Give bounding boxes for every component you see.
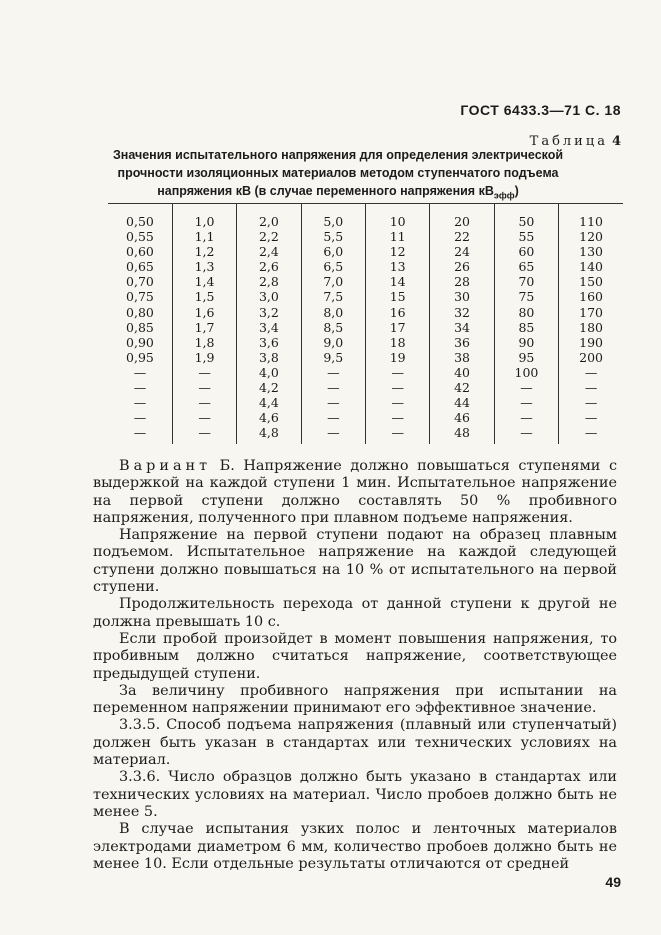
table-cell: 1,2 [172,244,236,259]
table-cell: 9,0 [301,335,365,350]
table-cell: 0,55 [108,229,172,244]
table-cell: 120 [559,229,623,244]
paragraph: Напряжение на первой ступени подают на образец плавным подъемом. Испытательное напряжение на каждой следующей ступени должно повышаться на 10 % от испытательного на первой ступени. [93,527,617,596]
table-cell: — [366,395,430,410]
table-cell: — [301,395,365,410]
table-cell: 3,6 [237,335,301,350]
table-cell: 3,8 [237,350,301,365]
table-cell: — [172,380,236,395]
table-caption-main: Значения испытательного напряжения для определения электрической прочности изоляционных материалов методом ступенчатого подъема напряжения кВ (в случае переменного напряжения кВ [112,148,564,198]
table-cell: — [494,380,558,395]
table-row [108,274,623,289]
table-cell: 55 [494,229,558,244]
table-cell: 60 [494,244,558,259]
table-cell: — [559,410,623,425]
table-cell: — [108,425,172,444]
table-cell: 140 [559,259,623,274]
table-cell: 19 [366,350,430,365]
table-cell: 50 [494,204,558,230]
body-text [93,458,617,873]
table-cell: — [559,380,623,395]
table-cell: 40 [430,365,494,380]
table-cell: — [301,410,365,425]
table-cell: — [366,365,430,380]
table-cell: 2,2 [237,229,301,244]
paragraph: 3.3.5. Способ подъема напряжения (плавный или ступенчатый) должен быть указан в стандартах или технических условиях на материал. [93,717,617,769]
table-cell: 30 [430,289,494,304]
table-cell: 110 [559,204,623,230]
table-cell: 1,8 [172,335,236,350]
table-cell: 5,0 [301,204,365,230]
table-row [108,350,623,365]
table-cell: — [559,395,623,410]
table-cell: 80 [494,305,558,320]
table-cell: 2,0 [237,204,301,230]
table-cell: — [366,425,430,444]
table-cell: 0,95 [108,350,172,365]
voltage-table-body [108,204,623,445]
paragraph: 3.3.6. Число образцов должно быть указано в стандартах или технических условиях на материал. Число пробоев должно быть не менее 5. [93,769,617,820]
table-cell: 42 [430,380,494,395]
table-cell: — [559,365,623,380]
table-cell: — [172,425,236,444]
voltage-table [108,203,623,444]
table-cell: — [494,395,558,410]
table-cell: 8,5 [301,320,365,335]
table-cell: — [172,365,236,380]
page-number: 49 [605,874,621,890]
table-row [108,320,623,335]
table-cell: — [172,395,236,410]
table-cell: 0,80 [108,305,172,320]
table-cell: 4,4 [237,395,301,410]
table-cell: — [301,380,365,395]
table-cell: 190 [559,335,623,350]
table-row [108,259,623,274]
table-cell: 16 [366,305,430,320]
table-cell: — [301,365,365,380]
table-row [108,335,623,350]
table-cell: 3,2 [237,305,301,320]
table-cell: 14 [366,274,430,289]
table-cell: 12 [366,244,430,259]
table-cell: 85 [494,320,558,335]
table-cell: 1,3 [172,259,236,274]
paragraph: Если пробой произойдет в момент повышения напряжения, то пробивным должно считаться напряжение, соответствующее предыдущей ступени. [93,630,617,682]
table-cell: 13 [366,259,430,274]
table-cell: 15 [366,289,430,304]
table-cell: 10 [366,204,430,230]
table-cell: 3,4 [237,320,301,335]
table-cell: 28 [430,274,494,289]
table-cell: 200 [559,350,623,365]
table-cell: 0,60 [108,244,172,259]
table-cell: 0,50 [108,204,172,230]
table-cell: 17 [366,320,430,335]
table-cell: 18 [366,335,430,350]
table-cell: 22 [430,229,494,244]
table-cell: 0,90 [108,335,172,350]
table-row [108,204,623,230]
table-cell: — [366,410,430,425]
table-row [108,425,623,444]
document-header: ГОСТ 6433.3—71 С. 18 [460,102,621,118]
table-label-word: Таблица [529,134,608,149]
table-cell: 6,0 [301,244,365,259]
paragraph: За величину пробивного напряжения при испытании на переменном напряжении принимают его эффективное значение. [93,682,617,717]
table-caption-sub: эфф [493,190,515,201]
table-cell: 75 [494,289,558,304]
table-cell: 1,5 [172,289,236,304]
table-cell: 1,0 [172,204,236,230]
table-cell: 2,6 [237,259,301,274]
table-cell: 70 [494,274,558,289]
table-row [108,229,623,244]
table-cell: — [366,380,430,395]
table-cell: 170 [559,305,623,320]
table-cell: — [494,410,558,425]
table-cell: — [559,425,623,444]
table-cell: 34 [430,320,494,335]
table-row [108,244,623,259]
table-cell: — [108,380,172,395]
table-row [108,410,623,425]
table-row [108,380,623,395]
table-cell: 32 [430,305,494,320]
table-cell: 44 [430,395,494,410]
table-cell: 2,8 [237,274,301,289]
table-cell: 4,6 [237,410,301,425]
table-cell: — [301,425,365,444]
table-row [108,289,623,304]
table-cell: 0,85 [108,320,172,335]
table-cell: 90 [494,335,558,350]
table-cell: 48 [430,425,494,444]
table-cell: 11 [366,229,430,244]
table-cell: 38 [430,350,494,365]
table-cell: 1,4 [172,274,236,289]
table-cell: 1,7 [172,320,236,335]
paragraph [93,458,617,527]
table-cell: 3,0 [237,289,301,304]
table-cell: 20 [430,204,494,230]
table-caption [108,146,568,205]
table-cell: 65 [494,259,558,274]
table-cell: 36 [430,335,494,350]
table-cell: — [494,425,558,444]
table-cell: 5,5 [301,229,365,244]
paragraph: Продолжительность перехода от данной ступени к другой не должна превышать 10 с. [93,596,617,630]
table-cell: 0,75 [108,289,172,304]
table-cell: 100 [494,365,558,380]
table-cell: — [108,365,172,380]
table-cell: 1,9 [172,350,236,365]
table-cell: 1,6 [172,305,236,320]
table-cell: 160 [559,289,623,304]
table-cell: — [108,395,172,410]
table-cell: 26 [430,259,494,274]
table-cell: 1,1 [172,229,236,244]
table-row [108,395,623,410]
table-cell: 7,5 [301,289,365,304]
paragraph-1-text: Б. Напряжение должно повышаться ступенями с выдержкой на каждой ступени 1 мин. Испытательное напряжение на первой ступени должно составлять 50 % пробивного напряжения, полученного при плавном подъеме напряжения. [93,458,617,526]
table-cell: 46 [430,410,494,425]
paragraph: В случае испытания узких полос и ленточных материалов электродами диаметром 6 мм, количество пробоев должно быть не менее 10. Если отдельные результаты отличаются от средней [93,821,617,872]
table-cell: 180 [559,320,623,335]
variant-word: Вариант [119,458,212,474]
table-row [108,365,623,380]
table-cell: 95 [494,350,558,365]
table-cell: 9,5 [301,350,365,365]
table-cell: 0,70 [108,274,172,289]
table-cell: 0,65 [108,259,172,274]
table-cell: — [108,410,172,425]
table-cell: 130 [559,244,623,259]
table-cell: 6,5 [301,259,365,274]
table-row [108,305,623,320]
table-cell: 4,2 [237,380,301,395]
table-cell: 2,4 [237,244,301,259]
table-cell: 24 [430,244,494,259]
table-cell: 150 [559,274,623,289]
table-cell: 7,0 [301,274,365,289]
table-cell: 4,8 [237,425,301,444]
table-caption-end: ) [514,184,519,198]
table-cell: — [172,410,236,425]
table-cell: 8,0 [301,305,365,320]
table-cell: 4,0 [237,365,301,380]
table-label-number: 4 [611,134,621,149]
